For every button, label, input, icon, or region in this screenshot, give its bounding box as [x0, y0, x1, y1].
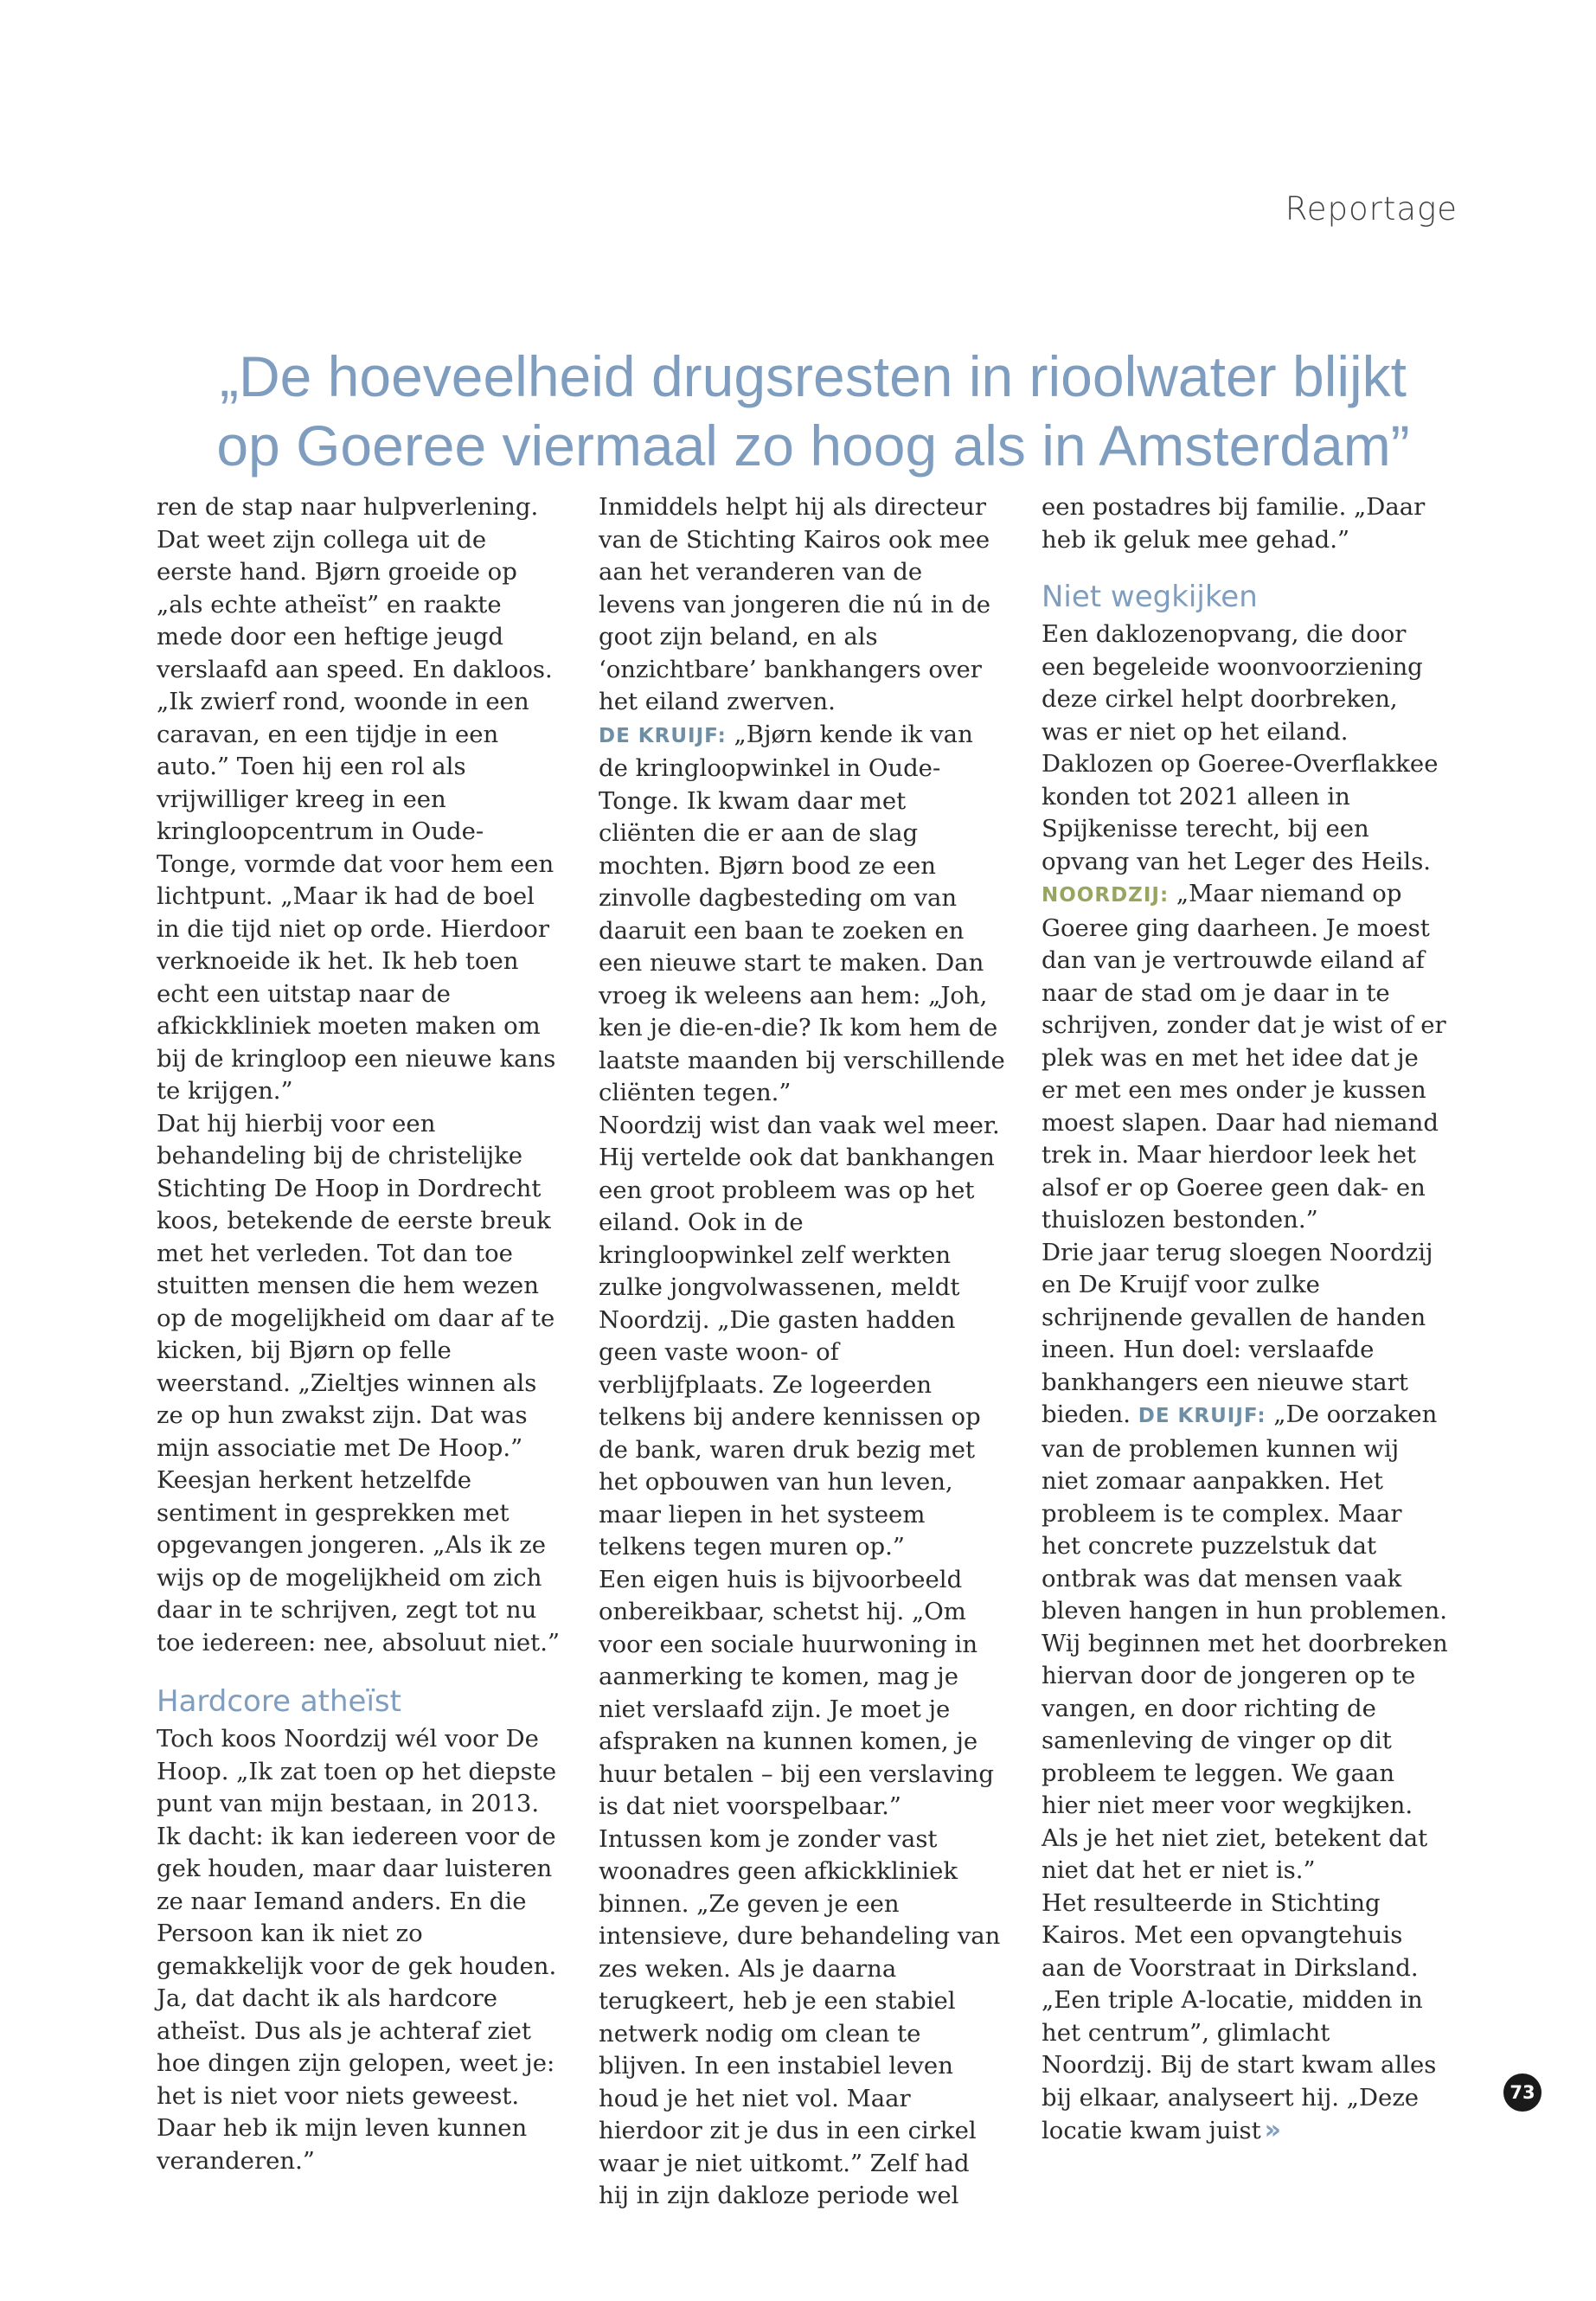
paragraph-text: „Maar niemand op Goeree ging daarheen. Je moest dan van je vertrouwde eiland af naar de stad om je daar in te schrijven, zonder dat je wist of er plek was en met het idee dat je er met een mes onder je kussen moest slapen. Daar had niemand trek in. Maar hierdoor leek het alsof er op Goeree geen dak- en thuislozen bestonden.”	[1042, 880, 1446, 1234]
subheading-hardcore-atheist: Hardcore atheïst	[157, 1684, 401, 1719]
paragraph: Toch koos Noordzij wél voor De Hoop. „Ik zat toen op het diepste punt van mijn bestaan, in 2013. Ik dacht: ik kan iedereen voor de gek houden, maar daar luisteren ze naar Iemand anders. En die Persoon kan ik niet zo gemakkelijk voor de gek houden. Ja, dat dacht ik als hardcore atheïst. Dus als je achteraf ziet hoe dingen zijn gelopen, weet je: het is niet voor niets geweest. Daar heb ik mijn leven kunnen veranderen.”	[157, 1725, 557, 2175]
paragraph: Dat hij hierbij voor een behandeling bij de christelijke Stichting De Hoop in Dordrecht koos, betekende de eerste breuk met het verleden. Tot dan toe stuitten mensen die hem wezen op de mogelijkheid om daar af te kicken, bij Bjørn op felle weerstand. „Zieltjes winnen als ze op hun zwakst zijn. Dat was mijn associatie met De Hoop.”	[157, 1109, 555, 1462]
article-column-1	[157, 491, 563, 2177]
paragraph-text: Het resulteerde in Stichting Kairos. Met een opvangtehuis aan de Voorstraat in Dirksland. „Een triple A-locatie, midden in het centrum”, glimlacht Noordzij. Bij de start kwam alles bij elkaar, analyseert hij. „Deze locatie kwam juist	[1042, 1888, 1437, 2144]
pull-quote-line-2: op Goeree viermaal zo hoog als in Amsterdam”	[216, 413, 1410, 478]
subheading-niet-wegkijken: Niet wegkijken	[1042, 580, 1258, 614]
paragraph: een postadres bij familie. „Daar heb ik geluk mee gehad.”	[1042, 493, 1426, 554]
speaker-label: NOORDZIJ:	[1042, 884, 1170, 907]
page-number-badge: 73	[1503, 2073, 1542, 2112]
paragraph: ren de stap naar hulpverlening. Dat weet zijn collega uit de eerste hand. Bjørn groeide op „als echte atheïst” en raakte mede door een heftige jeugd verslaafd aan speed. En dakloos. „Ik zwierf rond, woonde in een caravan, en een tijdje in een auto.” Toen hij een rol als vrijwilliger kreeg in een kringloopcentrum in Oude-Tonge, vormde dat voor hem een lichtpunt. „Maar ik had de boel in die tijd niet op orde. Hierdoor verknoeide ik het. Ik heb toen echt een uitstap naar de afkickkliniek moeten maken om bij de kringloop een nieuwe kans te krijgen.”	[157, 493, 556, 1105]
paragraph-text: „De oorzaken van de problemen kunnen wij niet zomaar aanpakken. Het probleem is te complex. Maar het concrete puzzelstuk dat ontbrak was dat mensen vaak bleven hangen in hun problemen. Wij beginnen met het doorbreken hiervan door de jongeren op te vangen, en door richting de samenleving de vinger op dit probleem te leggen. We gaan hier niet meer voor wegkijken. Als je het niet ziet, betekent dat niet dat het er niet is.”	[1042, 1400, 1448, 1884]
paragraph-text: Drie jaar terug sloegen Noordzij en De Kruijf voor zulke schrijnende gevallen de handen ineen. Hun doel: verslaafde bankhangers een nieuwe start bieden.	[1042, 1238, 1433, 1428]
continue-arrow-icon: »	[1264, 2115, 1282, 2145]
paragraph: Een eigen huis is bijvoorbeeld onbereikbaar, schetst hij. „Om voor een sociale huurwoning in aanmerking te komen, mag je niet verslaafd zijn. Je moet je afspraken na kunnen komen, je huur betalen – bij een verslaving is dat niet voorspelbaar.” Intussen kom je zonder vast woonadres geen afkickkliniek binnen. „Ze geven je een intensieve, dure behandeling van zes weken. Als je daarna terugkeert, heb je een stabiel netwerk nodig om clean te blijven. In een instabiel leven houd je het niet vol. Maar hierdoor zit je dus in een cirkel waar je niet uitkomt.” Zelf had hij in zijn dakloze periode wel	[599, 1565, 1001, 2209]
paragraph: Inmiddels helpt hij als directeur van de Stichting Kairos ook mee aan het veranderen van de levens van jongeren die nú in de goot zijn beland, en als ‘onzichtbare’ bankhangers over het eiland zwerven.	[599, 493, 991, 715]
paragraph: Keesjan herkent hetzelfde sentiment in gesprekken met opgevangen jongeren. „Als ik ze wijs op de mogelijkheid om zich daar in te schrijven, zegt tot nu toe iedereen: nee, absoluut niet.”	[157, 1466, 561, 1657]
paragraph: Noordzij wist dan vaak wel meer. Hij vertelde ook dat bankhangen een groot probleem was op het eiland. Ook in de kringloopwinkel zelf werkten zulke jongvolwassenen, meldt Noordzij. „Die gasten hadden geen vaste woon- of verblijfplaats. Ze logeerden telkens bij andere kennissen op de bank, waren druk bezig met het opbouwen van hun leven, maar liepen in het systeem telkens tegen muren op.”	[599, 1111, 1000, 1561]
pull-quote-line-1: „De hoeveelheid drugsresten in rioolwater blijkt	[219, 343, 1407, 408]
pull-quote	[156, 342, 1471, 480]
speaker-label: DE KRUIJF:	[1138, 1405, 1266, 1427]
paragraph	[1042, 1888, 1448, 2148]
paragraph-text: Een daklozenopvang, die door een begeleide woonvoorziening deze cirkel helpt doorbreken, was er niet op het eiland. Daklozen op Goeree-Overflakkee konden tot 2021 alleen in Spijkenisse terecht, bij een opvang van het Leger des Heils.	[1042, 620, 1439, 875]
speaker-label: DE KRUIJF:	[599, 724, 727, 747]
section-label: Reportage	[1285, 190, 1458, 228]
article-column-3	[1042, 491, 1448, 2148]
paragraph	[599, 719, 1005, 1110]
paragraph	[1042, 1237, 1448, 1888]
paragraph-text: „Bjørn kende ik van de kringloopwinkel in Oude-Tonge. Ik kwam daar met cliënten die er aan de slag mochten. Bjørn bood ze een zinvolle dagbesteding om van daaruit een baan te zoeken en een nieuwe start te maken. Dan vroeg ik weleens aan hem: „Joh, ken je die-en-die? Ik kom hem de laatste maanden bij verschillende cliënten tegen.”	[599, 720, 1005, 1106]
article-column-2	[599, 491, 1005, 2213]
paragraph	[1042, 619, 1448, 1237]
